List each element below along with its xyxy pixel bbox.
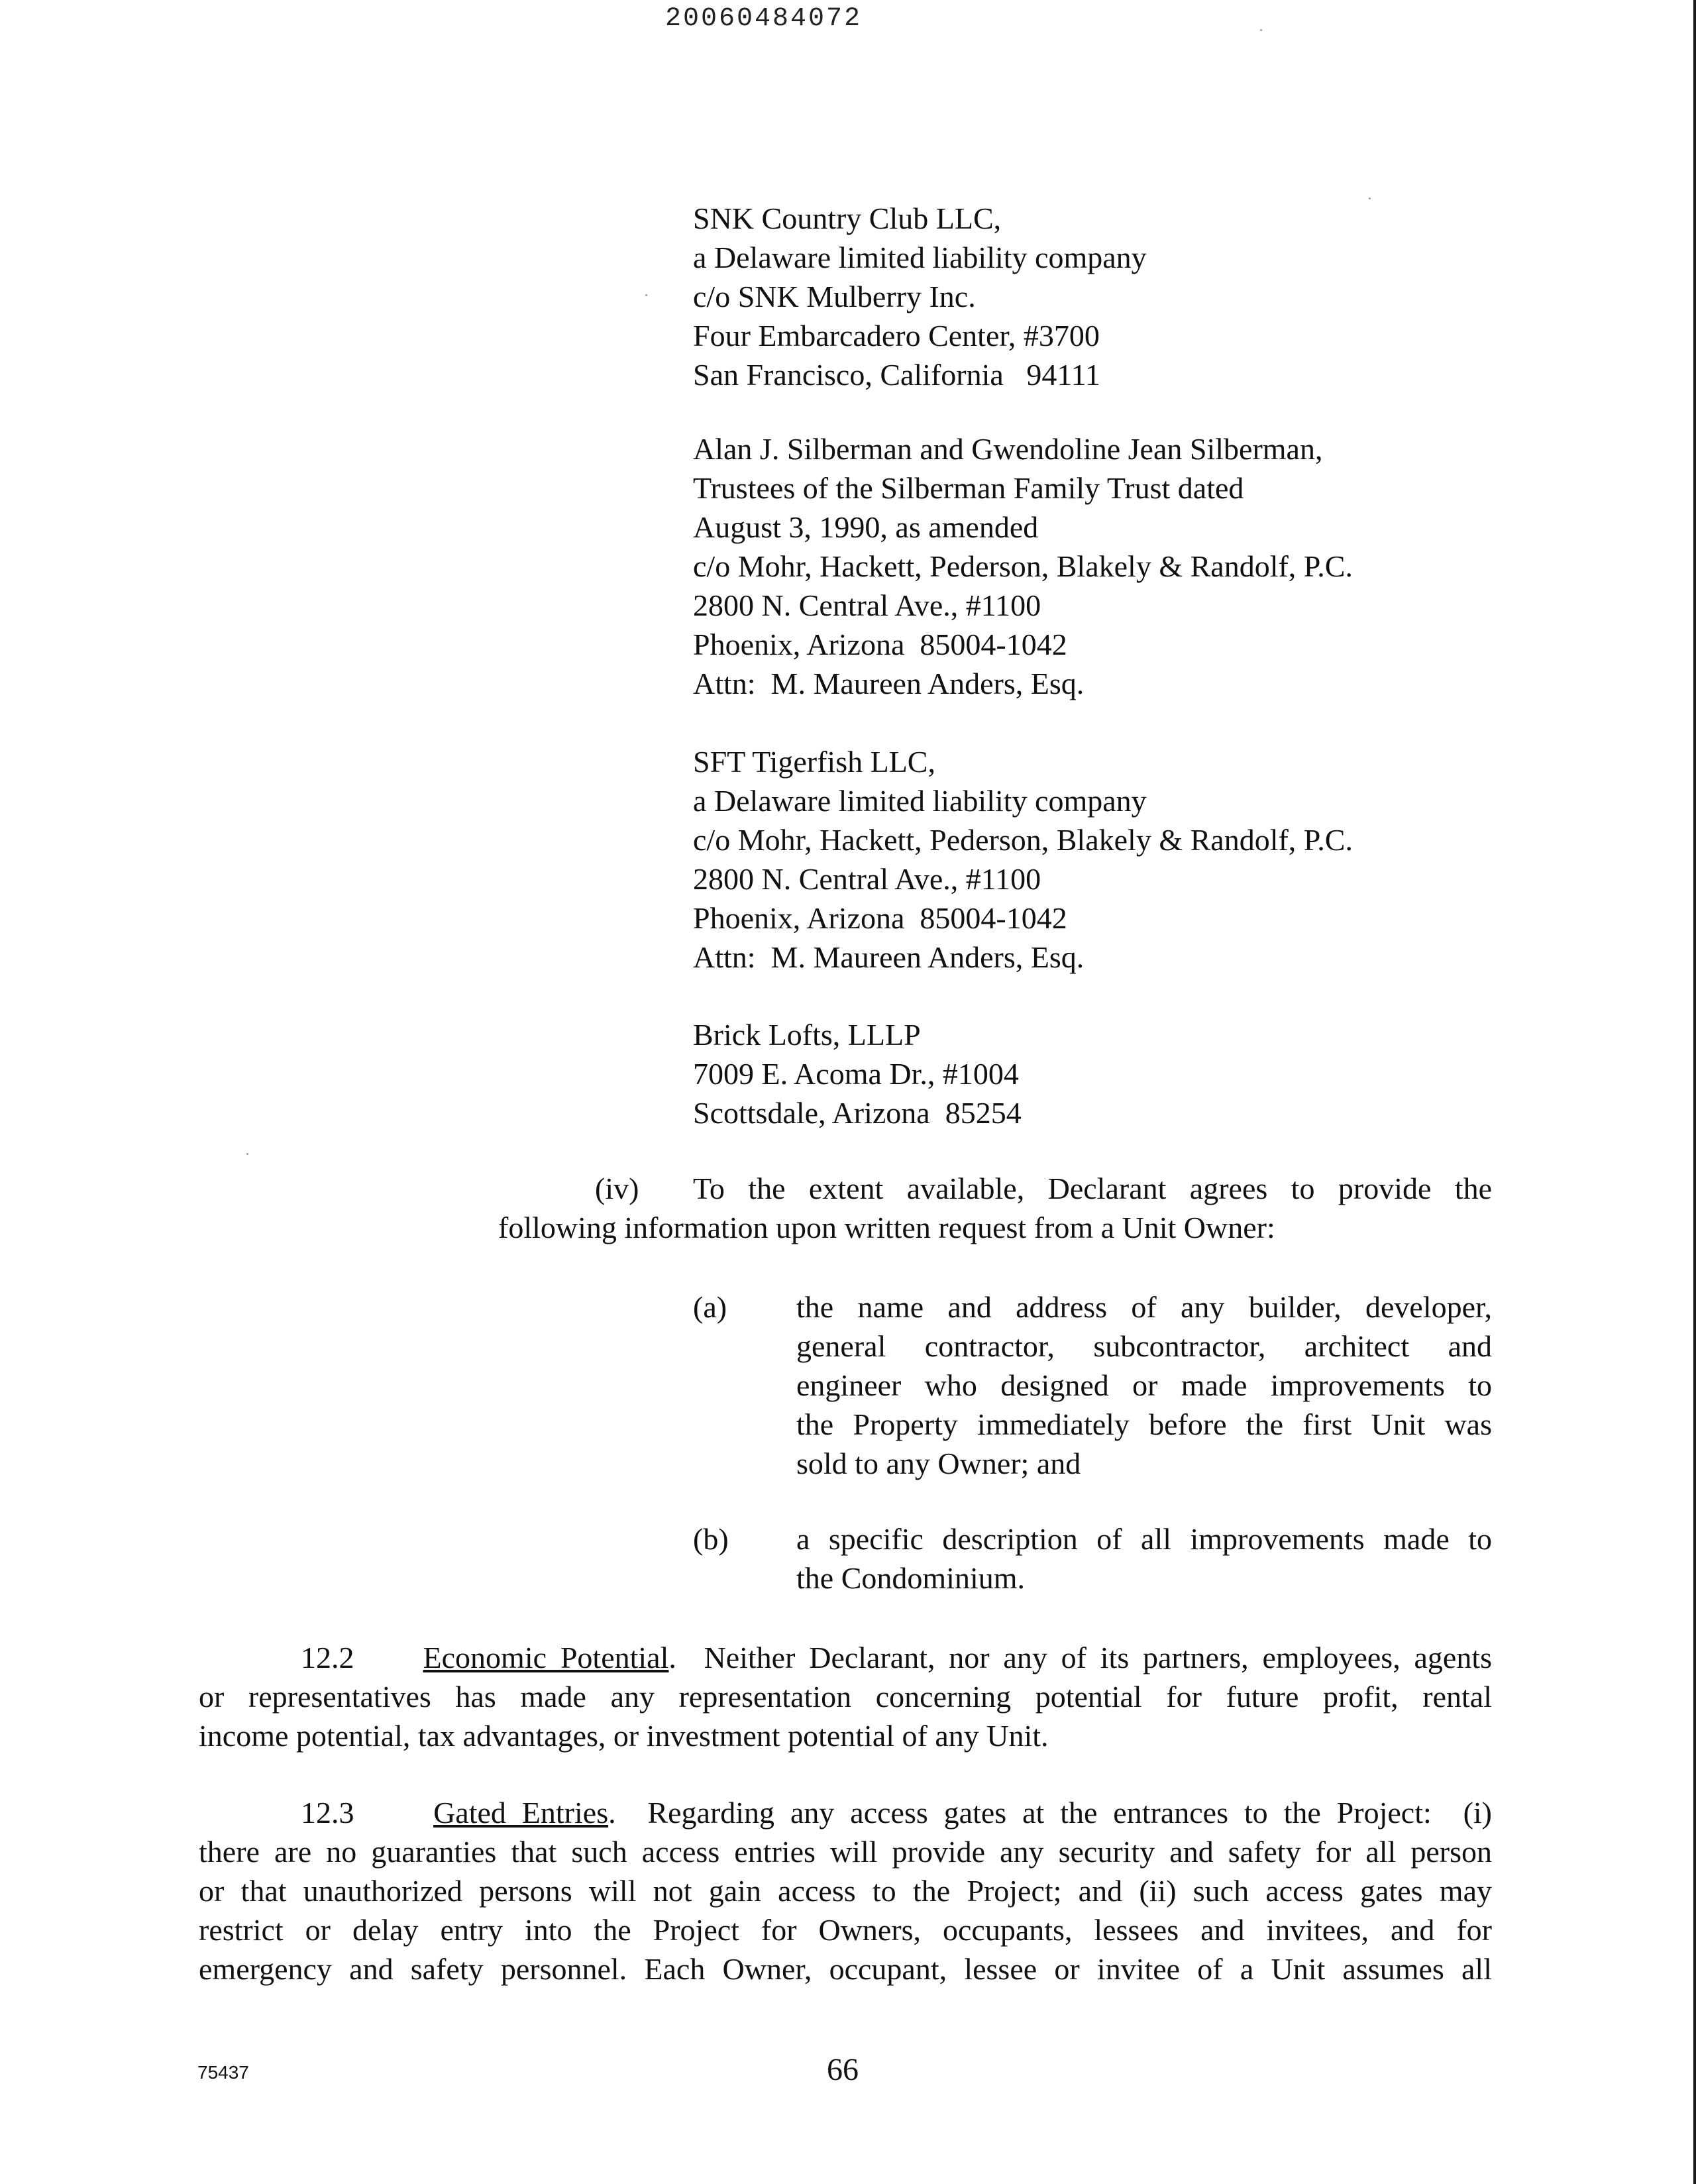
item-a-text xyxy=(796,1287,1492,1483)
address-line: August 3, 1990, as amended xyxy=(693,510,1039,544)
section-12-3 xyxy=(199,1793,1492,1989)
address-line: Attn: M. Maureen Anders, Esq. xyxy=(693,667,1085,700)
paragraph-line: sold to any Owner; and xyxy=(796,1447,1081,1480)
paragraph-line: income potential, tax advantages, or investment potential of any Unit. xyxy=(199,1719,1049,1753)
address-line: Phoenix, Arizona 85004-1042 xyxy=(693,628,1067,661)
scan-speck xyxy=(1260,29,1262,31)
address-line: Brick Lofts, LLLP xyxy=(693,1018,921,1052)
paragraph-line: the Condominium. xyxy=(796,1561,1025,1595)
address-block-snk xyxy=(693,199,1528,394)
item-iv-text-cont xyxy=(498,1208,1492,1247)
address-line: Four Embarcadero Center, #3700 xyxy=(693,319,1100,353)
address-block-sft xyxy=(693,742,1528,977)
section-number: 12.3 xyxy=(301,1796,354,1829)
paragraph-line: or that unauthorized persons will not gain access to the Project; and (ii) such access gates may xyxy=(199,1874,1492,1908)
section-text: . Regarding any access gates at the entrances to the Project: (i) xyxy=(608,1796,1492,1829)
address-line: Attn: M. Maureen Anders, Esq. xyxy=(693,940,1085,974)
section-number: 12.2 xyxy=(301,1641,354,1674)
address-line: Trustees of the Silberman Family Trust dated xyxy=(693,471,1244,505)
paragraph-line: following information upon written request from a Unit Owner: xyxy=(498,1211,1275,1244)
item-b-text xyxy=(796,1519,1492,1598)
address-line: SNK Country Club LLC, xyxy=(693,201,1002,235)
address-line: Alan J. Silberman and Gwendoline Jean Silberman, xyxy=(693,432,1323,466)
paragraph-line xyxy=(199,1793,1492,1832)
address-line: 2800 N. Central Ave., #1100 xyxy=(693,588,1041,622)
paragraph-line: a specific description of all improvements made to xyxy=(796,1522,1492,1556)
footer-document-id: 75437 xyxy=(197,2062,249,2083)
address-line: San Francisco, California 94111 xyxy=(693,358,1100,392)
paragraph-line: there are no guaranties that such access entries will provide any security and safety for all person xyxy=(199,1835,1492,1869)
item-b-label: (b) xyxy=(693,1522,729,1556)
address-line: a Delaware limited liability company xyxy=(693,784,1147,818)
paragraph-line: general contractor, subcontractor, architect and xyxy=(796,1329,1492,1363)
scan-speck xyxy=(246,1153,248,1155)
address-line: c/o Mohr, Hackett, Pederson, Blakely & Randolf, P.C. xyxy=(693,823,1353,857)
section-text: . Neither Declarant, nor any of its partners, employees, agents xyxy=(668,1641,1493,1674)
paragraph-line: the Property immediately before the first Unit was xyxy=(796,1407,1492,1441)
address-line: Phoenix, Arizona 85004-1042 xyxy=(693,901,1067,935)
address-line: 2800 N. Central Ave., #1100 xyxy=(693,862,1041,896)
paragraph-line: To the extent available, Declarant agrees to provide the xyxy=(693,1172,1492,1205)
paragraph-line: engineer who designed or made improvements to xyxy=(796,1368,1492,1402)
paragraph-line: restrict or delay entry into the Project for Owners, occupants, lessees and invitees, and for xyxy=(199,1913,1492,1947)
paragraph-line: or representatives has made any representation concerning potential for future profit, rental xyxy=(199,1680,1492,1714)
document-number: 20060484072 xyxy=(665,4,863,34)
scan-edge xyxy=(1693,0,1696,2184)
address-block-brick-lofts xyxy=(693,1015,1528,1132)
address-line: c/o Mohr, Hackett, Pederson, Blakely & Randolf, P.C. xyxy=(693,549,1353,583)
address-line: 7009 E. Acoma Dr., #1004 xyxy=(693,1057,1019,1091)
paragraph-line xyxy=(199,1638,1492,1677)
section-heading: Economic Potential xyxy=(423,1641,669,1674)
paragraph-line: emergency and safety personnel. Each Owner, occupant, lessee or invitee of a Unit assumes all xyxy=(199,1952,1492,1986)
item-iv-text xyxy=(693,1169,1492,1208)
paragraph-line: the name and address of any builder, developer, xyxy=(796,1290,1492,1324)
section-12-2 xyxy=(199,1638,1492,1755)
address-line: c/o SNK Mulberry Inc. xyxy=(693,280,976,313)
address-line: SFT Tigerfish LLC, xyxy=(693,745,935,779)
address-block-silberman xyxy=(693,429,1528,703)
item-iv-label: (iv) xyxy=(595,1172,639,1205)
item-a-label: (a) xyxy=(693,1290,727,1324)
address-line: Scottsdale, Arizona 85254 xyxy=(693,1096,1022,1130)
scan-speck xyxy=(645,294,647,296)
section-heading: Gated Entries xyxy=(433,1796,609,1829)
address-line: a Delaware limited liability company xyxy=(693,241,1147,274)
page-number: 66 xyxy=(827,2052,859,2087)
